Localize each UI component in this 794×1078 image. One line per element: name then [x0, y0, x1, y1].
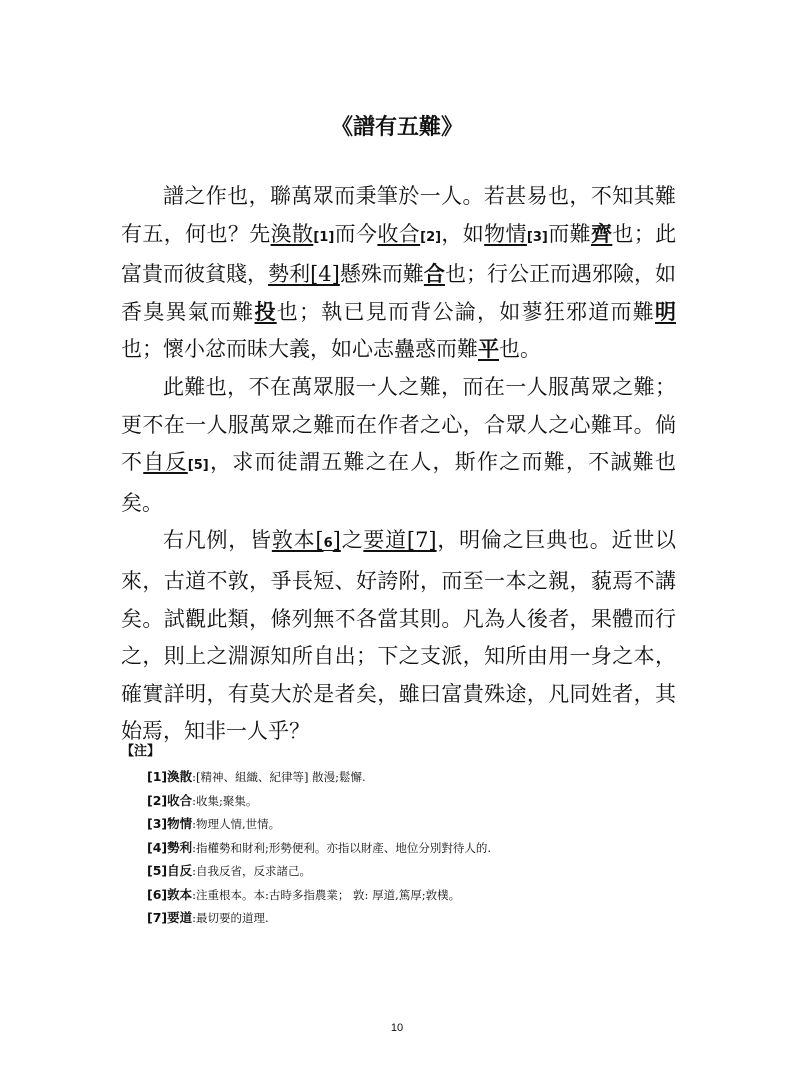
- note-term: 要道: [167, 910, 193, 925]
- emphasis-char: 投: [254, 299, 277, 324]
- note-number: [2]: [147, 792, 168, 808]
- note-definition: :物理人情,世情。: [192, 817, 281, 831]
- emphasis-char: 明: [655, 299, 676, 324]
- text-segment: 也。: [499, 337, 541, 362]
- notes-section: [121, 740, 721, 930]
- text-segment: 右凡例，皆: [163, 528, 272, 553]
- note-term: 物情: [167, 816, 193, 831]
- note-definition: :最切要的道理.: [192, 911, 269, 925]
- emphasis-char: 平: [478, 337, 499, 362]
- note-item: [121, 859, 721, 883]
- main-text: [121, 178, 676, 751]
- note-term: 勢利: [167, 839, 193, 855]
- emphasis-char: 齊: [590, 221, 613, 246]
- text-segment: ，明倫之巨典也。近世以來，古道不敦，爭長短、好誇附，而至一本之親，藐焉不講矣。試觀此類，條列無不各當其則。凡為人後者，果體而行之，則上之淵源知所自出；下之支派，知所由用一身之本，確實詳明，有莫大於是者矣，雖曰富貴殊途，凡同姓者，其始焉，知非一人乎？: [121, 528, 677, 744]
- note-item: [121, 883, 721, 907]
- note-definition: :注重根本。本:古時多指農業； 敦: 厚道,篤厚;敦樸。: [192, 887, 461, 902]
- note-definition: :自我反省，反求諸己。: [192, 864, 312, 878]
- footnote-marker: [1]: [313, 229, 335, 245]
- note-term: 渙散: [167, 769, 193, 784]
- text-segment: 此難也，不在萬眾服一人之難，而在一人服萬眾之難；更不在一人服萬眾之難而在作者之心，合眾人之心難耳。倘不: [121, 374, 676, 475]
- notes-heading: 【注】: [121, 744, 161, 759]
- note-definition: :指權勢和財利;形勢便利。亦指以財產、地位分別對待人的.: [192, 840, 492, 855]
- annotated-term: 自反: [143, 450, 188, 475]
- annotated-term: 物情: [484, 221, 527, 246]
- paragraph-2: [121, 369, 676, 522]
- text-segment: 懸殊而難: [339, 262, 424, 287]
- note-item: [121, 789, 721, 813]
- note-definition: :收集;聚集。: [192, 793, 258, 808]
- text-segment: 譜之作也，聯萬眾而秉筆於一人。若甚易也，不知其難有五，何也？先: [121, 184, 676, 246]
- note-number: [4]: [147, 839, 168, 855]
- text-segment: ，求而徒謂五難之在人，斯作之而難，不誠難也矣。: [121, 450, 677, 515]
- paragraph-1: [121, 178, 676, 369]
- text-segment: ，如: [441, 221, 485, 246]
- annotated-term: 要道[7]: [363, 528, 437, 553]
- text-segment: 之: [340, 528, 364, 553]
- footnote-marker: 6: [323, 536, 333, 552]
- text-segment: 也；此富貴而彼貧賤，: [121, 221, 677, 287]
- note-number: [6]: [147, 886, 168, 902]
- text-segment: 而今: [334, 221, 378, 246]
- note-term: 自反: [167, 863, 193, 878]
- note-number: [1]: [147, 769, 168, 784]
- note-item: [121, 906, 721, 930]
- note-term: 收合: [167, 792, 193, 808]
- annotated-term: 渙散: [270, 221, 314, 246]
- annotated-term: 收合: [377, 221, 421, 246]
- annotated-term: ]: [332, 528, 341, 553]
- text-segment: 而難: [547, 221, 591, 246]
- note-number: [5]: [147, 863, 168, 878]
- note-term: 敦本: [167, 886, 193, 902]
- footnote-marker: [3]: [526, 229, 548, 245]
- text-segment: 也；行公正而遇邪險，如香臭異氣而難: [121, 262, 677, 324]
- text-segment: 也；執已見而背公論，如蓼狂邪道而難: [276, 299, 655, 324]
- note-item: [121, 765, 721, 789]
- paragraph-3: [121, 522, 676, 751]
- note-number: [7]: [147, 910, 168, 925]
- note-item: [121, 836, 721, 860]
- note-number: [3]: [147, 816, 168, 831]
- page-title: 《譜有五難》: [330, 115, 463, 140]
- annotated-term: 敦本[: [271, 528, 324, 553]
- annotated-term: 勢利[4]: [268, 262, 340, 287]
- footnote-marker: [5]: [187, 458, 209, 474]
- note-item: [121, 812, 721, 836]
- page-number: 10: [390, 1022, 404, 1034]
- emphasis-char: 合: [423, 262, 445, 287]
- text-segment: 也；懷小忿而昧大義，如心志蠱惑而難: [121, 337, 478, 362]
- note-definition: :[精神、組織、紀律等] 散漫;鬆懈.: [192, 770, 366, 784]
- footnote-marker: [2]: [420, 229, 442, 245]
